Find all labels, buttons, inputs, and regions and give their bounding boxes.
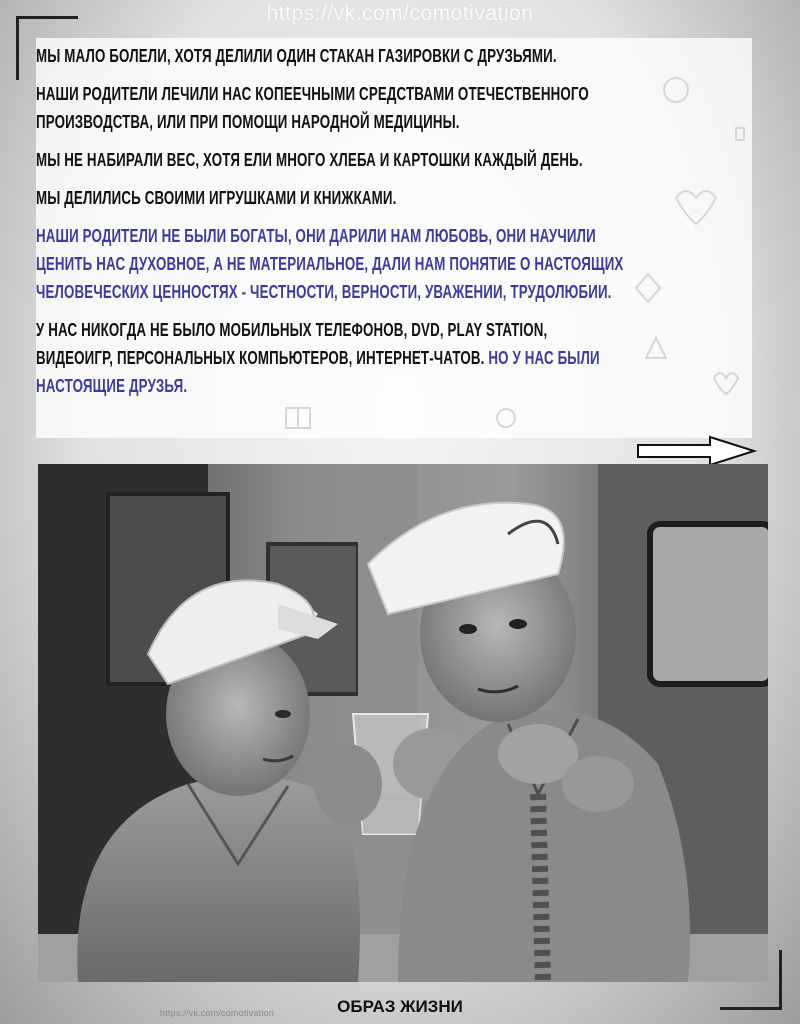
text-line: НАШИ РОДИТЕЛИ ЛЕЧИЛИ НАС КОПЕЕЧНЫМИ СРЕДСТВАМИ ОТЕЧЕСТВЕННОГО <box>36 84 589 104</box>
paragraph-4 <box>36 184 754 212</box>
paragraph-5 <box>36 222 754 306</box>
paragraph-2 <box>36 80 754 136</box>
text-line: ПРОИЗВОДСТВА, ИЛИ ПРИ ПОМОЩИ НАРОДНОЙ МЕДИЦИНЫ. <box>36 112 460 132</box>
text-line: ЧЕЛОВЕЧЕСКИХ ЦЕННОСТЯХ - ЧЕСТНОСТИ, ВЕРНОСТИ, УВАЖЕНИИ, ТРУДОЛЮБИИ. <box>36 282 612 302</box>
paragraph-3 <box>36 146 754 174</box>
paragraph-6 <box>36 316 754 400</box>
paragraph-1 <box>36 42 754 70</box>
text-line: МЫ НЕ НАБИРАЛИ ВЕС, ХОТЯ ЕЛИ МНОГО ХЛЕБА И КАРТОШКИ КАЖДЫЙ ДЕНЬ. <box>36 150 583 170</box>
text-line <box>36 344 754 372</box>
photo-illustration <box>38 464 768 982</box>
text-line-highlight: НАСТОЯЩИЕ ДРУЗЬЯ. <box>36 376 188 396</box>
text-line: У НАС НИКОГДА НЕ БЫЛО МОБИЛЬНЫХ ТЕЛЕФОНОВ, DVD, PLAY STATION, <box>36 320 548 340</box>
text-panel <box>36 38 752 438</box>
watermark-top: https://vk.com/comotivation <box>266 2 534 25</box>
text-line: МЫ МАЛО БОЛЕЛИ, ХОТЯ ДЕЛИЛИ ОДИН СТАКАН ГАЗИРОВКИ С ДРУЗЬЯМИ. <box>36 46 557 66</box>
text-segment-highlight: НО У НАС БЫЛИ <box>488 348 600 368</box>
text-segment: ВИДЕОИГР, ПЕРСОНАЛЬНЫХ КОМПЬЮТЕРОВ, ИНТЕРНЕТ-ЧАТОВ. <box>36 348 489 368</box>
right-arrow-icon <box>636 434 758 468</box>
text-line: МЫ ДЕЛИЛИСЬ СВОИМИ ИГРУШКАМИ И КНИЖКАМИ. <box>36 188 397 208</box>
watermark-bottom: https://vk.com/comotivation <box>160 1008 274 1018</box>
text-line: ЦЕНИТЬ НАС ДУХОВНОЕ, А НЕ МАТЕРИАЛЬНОЕ, ДАЛИ НАМ ПОНЯТИЕ О НАСТОЯЩИХ <box>36 254 624 274</box>
text-block <box>36 42 754 410</box>
photo-boys-sharing-glass <box>38 464 768 982</box>
caption: ОБРАЗ ЖИЗНИ <box>337 997 463 1016</box>
text-line: НАШИ РОДИТЕЛИ НЕ БЫЛИ БОГАТЫ, ОНИ ДАРИЛИ НАМ ЛЮБОВЬ, ОНИ НАУЧИЛИ <box>36 226 596 246</box>
